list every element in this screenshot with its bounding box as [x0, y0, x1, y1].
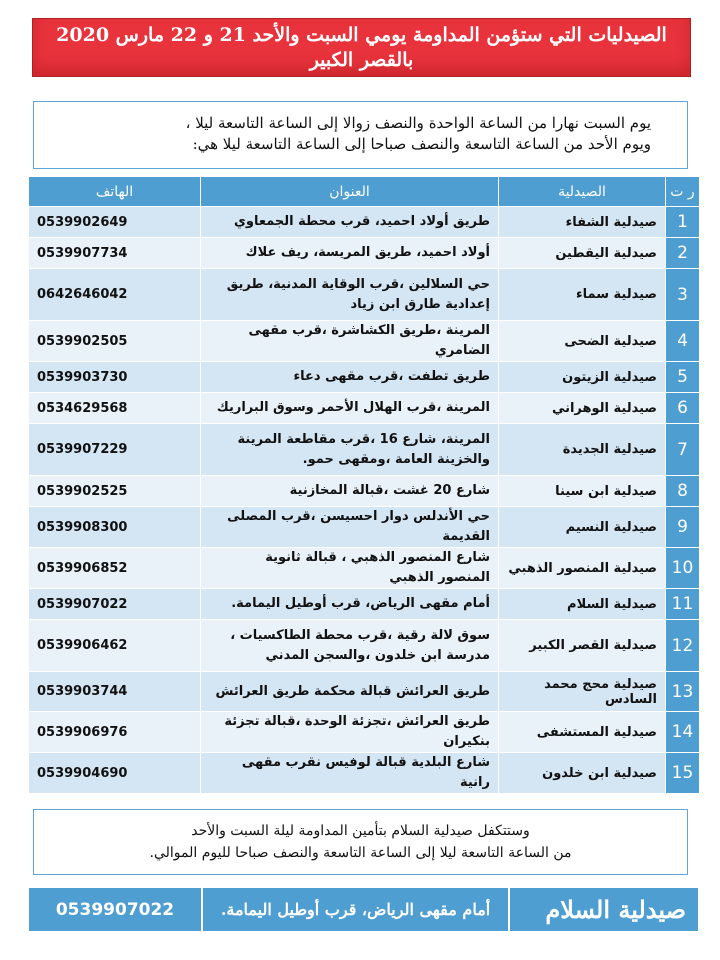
footer-note: [33, 809, 688, 875]
night-pharmacy-phone: 0539907022: [29, 888, 201, 931]
table-row: [29, 507, 700, 548]
page-title: الصيدليات التي ستؤمن المداومة يومي السبت والأحد 21 و 22 مارس 2020: [56, 24, 667, 46]
row-number: 11: [666, 589, 700, 620]
pharmacy-phone: 0539908300: [29, 507, 201, 548]
row-number: 15: [666, 753, 700, 794]
pharmacy-address: المرينة، شارع 16 ،قرب مقاطعة المرينة والخزينة العامة ،ومقهى حمو.: [201, 424, 499, 476]
table-row: [29, 548, 700, 589]
header-name: الصيدلية: [499, 177, 666, 207]
row-number: 13: [666, 672, 700, 712]
pharmacy-phone: 0534629568: [29, 393, 201, 424]
pharmacy-phone: 0539906852: [29, 548, 201, 589]
table-body: [29, 207, 700, 794]
pharmacy-phone: 0539903730: [29, 362, 201, 393]
table-row: [29, 476, 700, 507]
pharmacy-name: صيدلية النسيم: [499, 507, 666, 548]
pharmacy-address: طريق العرائش ،تجزئة الوحدة ،قبالة تجزئة بنكيران: [201, 712, 499, 753]
pharmacy-name: صيدلية سماء: [499, 269, 666, 321]
row-number: 3: [666, 269, 700, 321]
night-pharmacy-address: أمام مقهى الرياض، قرب أوطيل اليمامة.: [201, 888, 508, 931]
row-number: 7: [666, 424, 700, 476]
pharmacy-name: صيدلية الجديدة: [499, 424, 666, 476]
pharmacy-address: شارع 20 غشت ،قبالة المخازنية: [201, 476, 499, 507]
pharmacy-name: صيدلية المنصور الذهبي: [499, 548, 666, 589]
pharmacy-name: صيدلية الضحى: [499, 321, 666, 362]
footer-line-1: وستتكفل صيدلية السلام بتأمين المداومة ليلة السبت والأحد: [191, 823, 530, 839]
pharmacy-address: المرينة ،طريق الكشاشرة ،قرب مقهى الضامري: [201, 321, 499, 362]
row-number: 9: [666, 507, 700, 548]
pharmacy-name: صيدلية القصر الكبير: [499, 620, 666, 672]
header-num: ر ت: [666, 177, 700, 207]
pharmacy-phone: 0539904690: [29, 753, 201, 794]
row-number: 6: [666, 393, 700, 424]
table-row: [29, 620, 700, 672]
row-number: 2: [666, 238, 700, 269]
footer-line-2: من الساعة التاسعة ليلا إلى الساعة التاسعة والنصف صباحا لليوم الموالي.: [149, 845, 572, 861]
pharmacy-phone: 0642646042: [29, 269, 201, 321]
row-number: 12: [666, 620, 700, 672]
pharmacy-name: صيدلية المستشفى: [499, 712, 666, 753]
pharmacy-name: صيدلية ابن سينا: [499, 476, 666, 507]
row-number: 4: [666, 321, 700, 362]
pharmacy-phone: 0539902525: [29, 476, 201, 507]
pharmacy-name: صيدلية الشفاء: [499, 207, 666, 238]
table-row: [29, 362, 700, 393]
pharmacy-phone: 0539907229: [29, 424, 201, 476]
pharmacy-phone: 0539907734: [29, 238, 201, 269]
table-row: [29, 238, 700, 269]
pharmacy-address: أمام مقهى الرياض، قرب أوطيل اليمامة.: [201, 589, 499, 620]
pharmacy-phone: 0539906976: [29, 712, 201, 753]
row-number: 14: [666, 712, 700, 753]
table-row: [29, 712, 700, 753]
table-row: [29, 207, 700, 238]
pharmacy-address: طريق تطفت ،قرب مقهى دعاء: [201, 362, 499, 393]
table-row: [29, 321, 700, 362]
pharmacy-phone: 0539903744: [29, 672, 201, 712]
table-row: [29, 393, 700, 424]
row-number: 5: [666, 362, 700, 393]
pharmacy-name: صيدلية محج محمد السادس: [499, 672, 666, 712]
pharmacy-address: حي الأندلس دوار احسيسن ،قرب المصلى القديمة: [201, 507, 499, 548]
pharmacy-address: أولاد احميد، طريق المريسة، ريف علاك: [201, 238, 499, 269]
pharmacy-name: صيدلية الزيتون: [499, 362, 666, 393]
table-row: [29, 589, 700, 620]
night-pharmacy-name: صيدلية السلام: [508, 888, 698, 931]
pharmacy-address: شارع البلدية قبالة لوفيس نقرب مقهى رانية: [201, 753, 499, 794]
pharmacy-table: [28, 176, 700, 794]
pharmacy-address: شارع المنصور الذهبي ، قبالة ثانوية المنصور الذهبي: [201, 548, 499, 589]
table-row: [29, 753, 700, 794]
pharmacy-address: طريق العرائش قبالة محكمة طريق العرائش: [201, 672, 499, 712]
page-title-banner: [32, 18, 691, 77]
page-subtitle: بالقصر الكبير: [309, 49, 414, 71]
pharmacy-phone: 0539907022: [29, 589, 201, 620]
row-number: 8: [666, 476, 700, 507]
table-header-row: [29, 177, 700, 207]
intro-box: [33, 101, 688, 169]
row-number: 1: [666, 207, 700, 238]
pharmacy-address: حي السلالين ،قرب الوقاية المدنية، طريق إعدادية طارق ابن زياد: [201, 269, 499, 321]
night-pharmacy-bar: [29, 888, 698, 931]
pharmacy-phone: 0539902649: [29, 207, 201, 238]
table-row: [29, 672, 700, 712]
header-phone: الهاتف: [29, 177, 201, 207]
pharmacy-name: صيدلية الوهراني: [499, 393, 666, 424]
pharmacy-name: صيدلية ابن خلدون: [499, 753, 666, 794]
table-row: [29, 269, 700, 321]
table-row: [29, 424, 700, 476]
pharmacy-phone: 0539902505: [29, 321, 201, 362]
pharmacy-name: صيدلية السلام: [499, 589, 666, 620]
pharmacy-address: المرينة ،قرب الهلال الأحمر وسوق البراريك: [201, 393, 499, 424]
intro-line-1: يوم السبت نهارا من الساعة الواحدة والنصف زوالا إلى الساعة التاسعة ليلا ،: [185, 114, 651, 132]
pharmacy-address: طريق أولاد احميد، قرب محطة الجمعاوي: [201, 207, 499, 238]
pharmacy-name: صيدلية اليقطين: [499, 238, 666, 269]
pharmacy-phone: 0539906462: [29, 620, 201, 672]
intro-line-2: ويوم الأحد من الساعة التاسعة والنصف صباحا إلى الساعة التاسعة ليلا هي:: [192, 135, 651, 153]
pharmacy-address: سوق لالة رقية ،قرب محطة الطاكسيات ، مدرسة ابن خلدون ،والسجن المدني: [201, 620, 499, 672]
header-address: العنوان: [201, 177, 499, 207]
row-number: 10: [666, 548, 700, 589]
